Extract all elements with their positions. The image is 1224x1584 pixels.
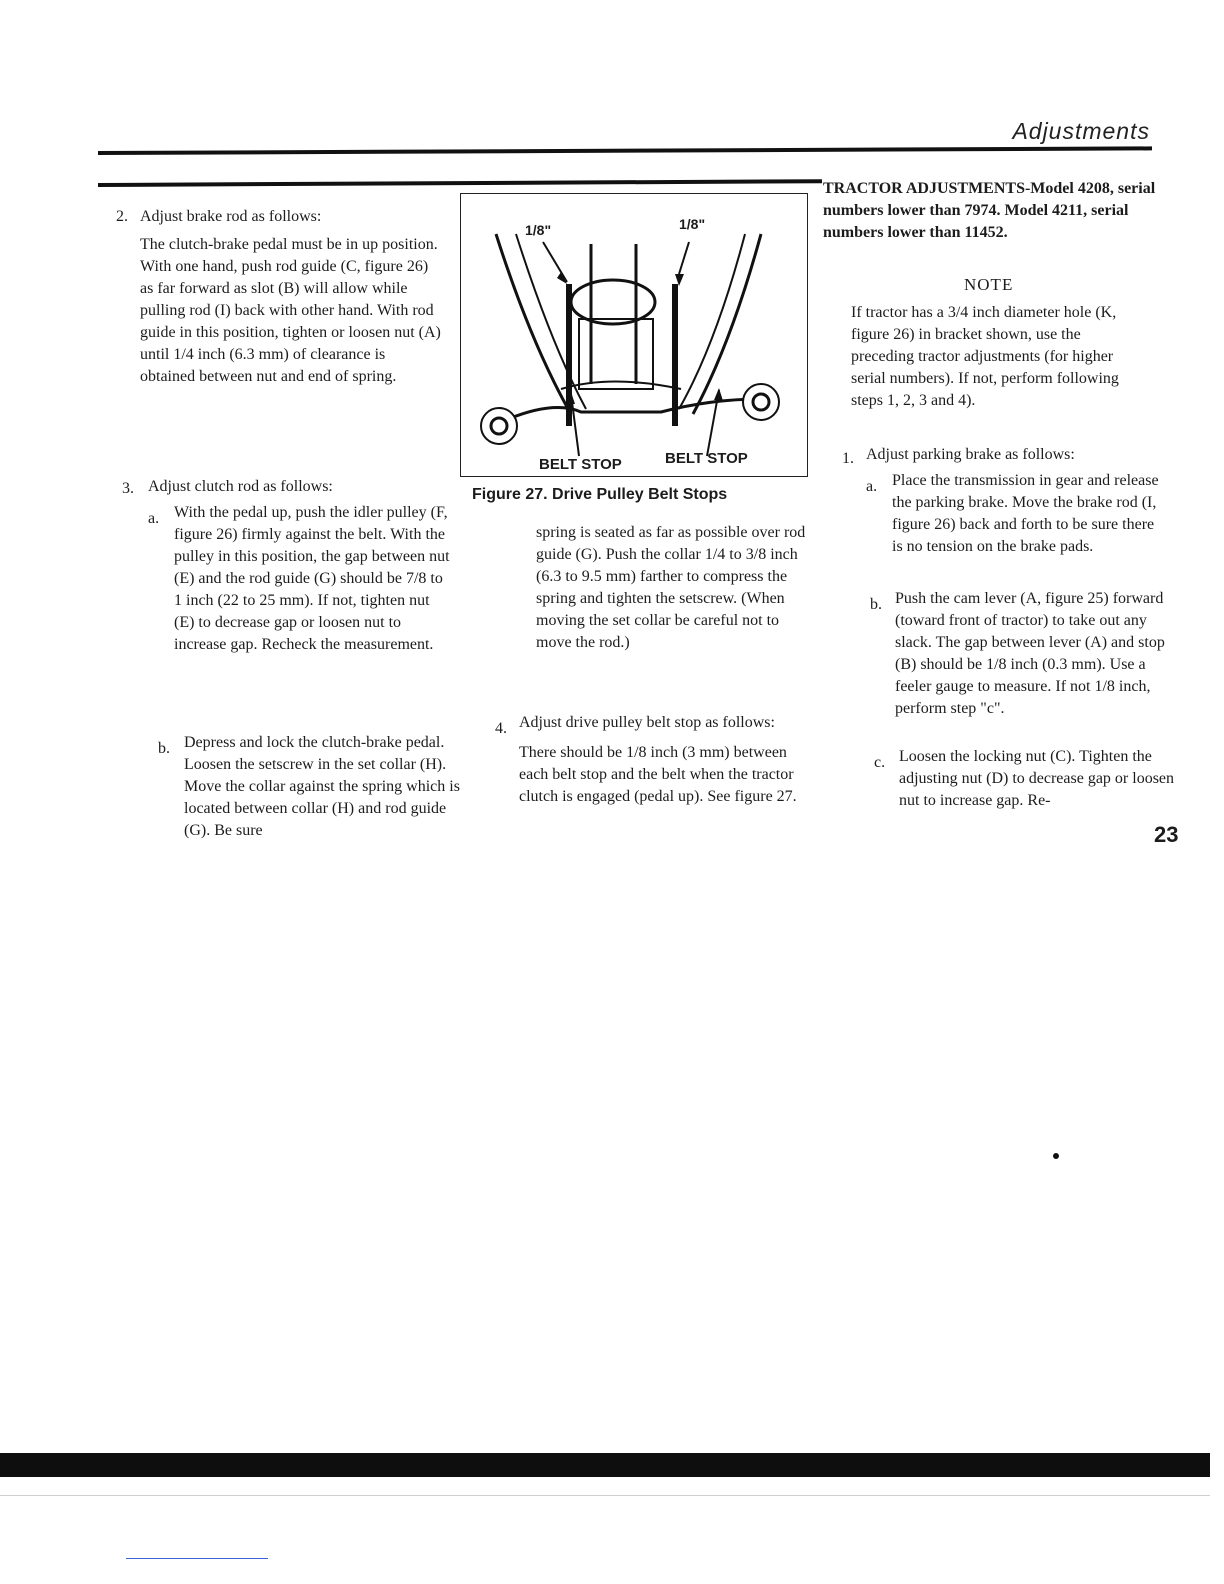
section-heading: TRACTOR ADJUSTMENTS-Model 4208, serial numbers lower than 7974. Model 4211, serial numbers lower than 11452. [823, 180, 1156, 241]
item-3b-label: b. [158, 740, 170, 757]
item-3a-text: With the pedal up, push the idler pulley (F, figure 26) firmly against the belt. With the pulley in this position, the gap between nut (E) and the rod guide (G) should be 7/8 to 1 inch (22 to 25 mm). If not, tighten nut (E) to decrease gap or loosen nut to increase gap. Recheck the measurement. [174, 504, 450, 653]
item-1b-text: Push the cam lever (A, figure 25) forward (toward front of tractor) to take out any slack. The gap between lever (A) and stop (B) should be 1/8 inch (0.3 mm). Use a feeler gauge to measure. If not 1/8 inch, perform step "c". [895, 590, 1165, 717]
item-3a-label: a. [148, 510, 160, 527]
item-1-number: 1. [842, 450, 854, 467]
figure-label-left: 1/8" [525, 222, 552, 238]
section-title: Adjustments [1012, 118, 1150, 144]
blue-underline [126, 1558, 268, 1559]
item-3-title: Adjust clutch rod as follows: [148, 478, 333, 495]
figure-label-right: 1/8" [679, 216, 706, 232]
item-2-number: 2. [116, 208, 128, 225]
item-4-title: Adjust drive pulley belt stop as follows: [519, 714, 775, 731]
page-number: 23 [1154, 822, 1179, 847]
item-1c-text: Loosen the locking nut (C). Tighten the adjusting nut (D) to decrease gap or loosen nut to increase gap. Re- [899, 748, 1175, 809]
belt-stop-right-label: BELT STOP [665, 450, 748, 467]
scan-border-line [0, 1495, 1210, 1496]
continued-text: spring is seated as far as possible over rod guide (G). Push the collar 1/4 to 3/8 inch (6.3 to 9.5 mm) farther to compress the spring and tighten the setscrew. (When moving the set collar be careful not to move the rod.) [536, 524, 806, 651]
item-1b-label: b. [870, 596, 882, 613]
item-3b-text: Depress and lock the clutch-brake pedal. Loosen the setscrew in the set collar (H). Move the collar against the spring which is located between collar (H) and rod guide (G). Be sure [184, 734, 460, 839]
item-1a-label: a. [866, 478, 878, 495]
scan-border-bar [0, 1453, 1210, 1477]
item-4-body: There should be 1/8 inch (3 mm) between each belt stop and the belt when the tractor clutch is engaged (pedal up). See figure 27. [519, 744, 797, 805]
belt-stop-left-label: BELT STOP [539, 456, 622, 473]
item-3-number: 3. [122, 480, 134, 497]
item-2-body: The clutch-brake pedal must be in up position. With one hand, push rod guide (C, figure 26) as far forward as slot (B) will allow while pulling rod (I) back with other hand. With rod guide in this position, tighten or loosen nut (A) until 1/4 inch (6.3 mm) of clearance is obtained between nut and end of spring. [140, 236, 441, 385]
item-1c-label: c. [874, 754, 886, 771]
scan-speck [1053, 1153, 1059, 1159]
note-title: NOTE [964, 275, 1014, 294]
item-1a-text: Place the transmission in gear and release the parking brake. Move the brake rod (I, figure 26) back and forth to be sure there is no tension on the brake pads. [892, 472, 1159, 555]
figure-caption: Figure 27. Drive Pulley Belt Stops [472, 486, 728, 503]
item-4-number: 4. [495, 720, 507, 737]
item-1-title: Adjust parking brake as follows: [866, 446, 1075, 463]
note-body: If tractor has a 3/4 inch diameter hole (K, figure 26) in bracket shown, use the preceding tractor adjustments (for higher serial numbers). If not, perform following steps 1, 2, 3 and 4). [851, 304, 1119, 409]
item-2-title: Adjust brake rod as follows: [140, 208, 322, 225]
